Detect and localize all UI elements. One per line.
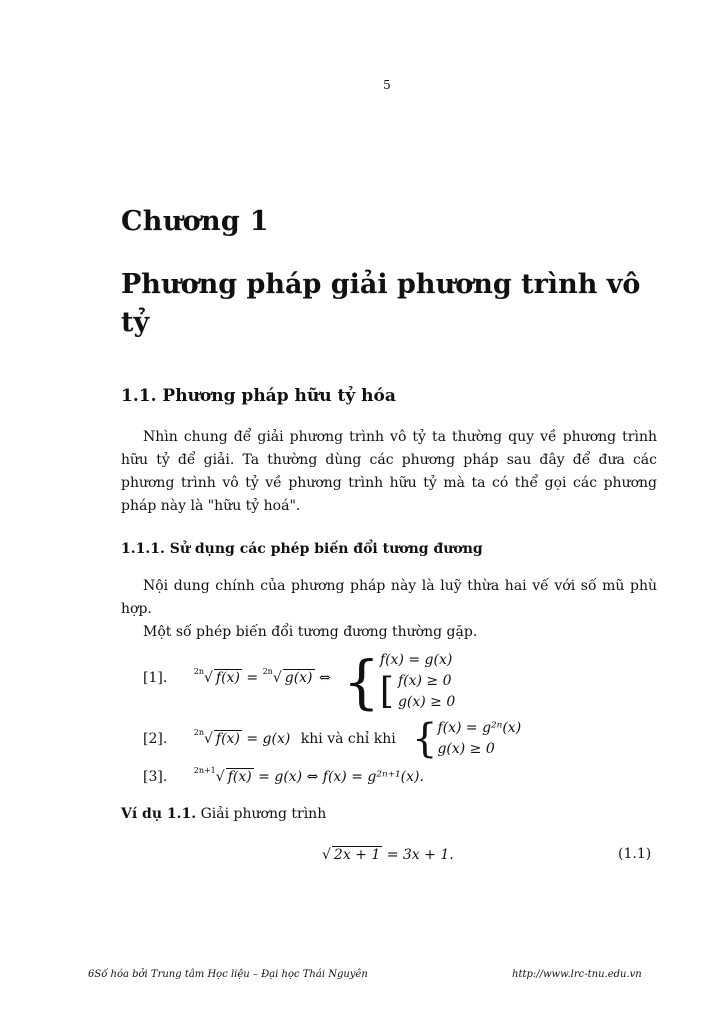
rule-2-rhs: = g(x)	[246, 731, 291, 747]
rule-1-label: [1].	[143, 670, 168, 686]
rule-2-system-line-1: f(x) = g²ⁿ(x)	[437, 720, 522, 736]
rule-1-root-index: 2n	[193, 667, 204, 676]
bracket-icon: [	[379, 671, 394, 712]
rule-1-root-index-rhs: 2n	[262, 667, 273, 676]
rule-1-system-line-3: g(x) ≥ 0	[397, 694, 456, 710]
footer-source: 6Số hóa bởi Trung tâm Học liệu – Đại học Thái Nguyên	[88, 969, 368, 980]
subsection-number: 1.1.1.	[121, 541, 165, 557]
equation-rest: = 3x + 1.	[386, 847, 454, 863]
rule-2-connector: khi và chỉ khi	[300, 731, 396, 747]
rule-2: [2]. $^{2n}$√ f(x) = g(x) khi và chỉ khi	[143, 728, 396, 747]
rule-1: [1]. $^{2n}$√ f(x) = $^{2n}$√ g(x) ⇔	[143, 667, 331, 686]
example-text: Giải phương trình	[200, 806, 327, 822]
section-heading	[121, 386, 396, 406]
rule-2-root-index: 2n	[193, 728, 204, 737]
subsection-title: Sử dụng các phép biến đổi tương đương	[169, 541, 483, 557]
rule-1-equals: =	[246, 670, 259, 686]
rule-1-system-line-1: f(x) = g(x)	[379, 652, 453, 668]
section-number: 1.1.	[121, 386, 157, 406]
example	[121, 806, 326, 822]
equation-number: (1.1)	[618, 846, 652, 862]
rule-2-system-line-2: g(x) ≥ 0	[437, 741, 495, 757]
paragraph-method: Nội dung chính của phương pháp này là luỹ thừa hai vế với số mũ phù hợp.	[121, 578, 657, 617]
paragraph-list-intro: Một số phép biến đổi tương đương thường gặp.	[143, 624, 478, 640]
rule-3-rest: = g(x) ⇔ f(x) = g²ⁿ⁺¹(x).	[258, 769, 424, 785]
chapter-label: Chương 1	[121, 206, 269, 237]
brace-icon: {	[343, 647, 380, 716]
brace-icon: {	[412, 716, 438, 762]
rule-2-label: [2].	[143, 731, 168, 747]
page-number: 5	[383, 78, 391, 92]
footer-url[interactable]: http://www.lrc-tnu.edu.vn	[512, 969, 642, 980]
equation-radicand: 2x + 1	[333, 847, 381, 863]
rule-2-system	[412, 718, 521, 760]
rule-1-rhs-radicand: g(x)	[284, 670, 313, 686]
rule-3-lhs-radicand: f(x)	[227, 769, 252, 785]
rule-2-lhs-radicand: f(x)	[215, 731, 240, 747]
section-title: Phương pháp hữu tỷ hóa	[162, 386, 396, 406]
subsection-heading	[121, 541, 483, 557]
rule-1-arrow: ⇔	[318, 670, 331, 686]
rule-3-label: [3].	[143, 769, 168, 785]
rule-1-system-line-2: f(x) ≥ 0	[397, 673, 452, 689]
paragraph-intro: Nhìn chung để giải phương trình vô tỷ ta thường quy về phương trình hữu tỷ để giải. Ta thường dùng các phương pháp sau đây để đưa các phương trình vô tỷ về phương trình hữu tỷ mà ta có thể gọi các phương pháp này là "hữu tỷ hoá".	[121, 429, 657, 514]
rule-1-system	[343, 647, 456, 716]
chapter-title: Phương pháp giải phương trình vô tỷ	[121, 269, 641, 338]
rule-1-lhs-radicand: f(x)	[215, 670, 240, 686]
rule-3: [3]. $^{2n+1}$√ f(x) = g(x) ⇔ f(x) = g²ⁿ⁺¹(x).	[143, 766, 424, 785]
display-equation: √ 2x + 1 = 3x + 1.	[322, 847, 454, 863]
rule-3-root-index: 2n+1	[193, 766, 216, 775]
example-label: Ví dụ 1.1.	[121, 806, 197, 822]
